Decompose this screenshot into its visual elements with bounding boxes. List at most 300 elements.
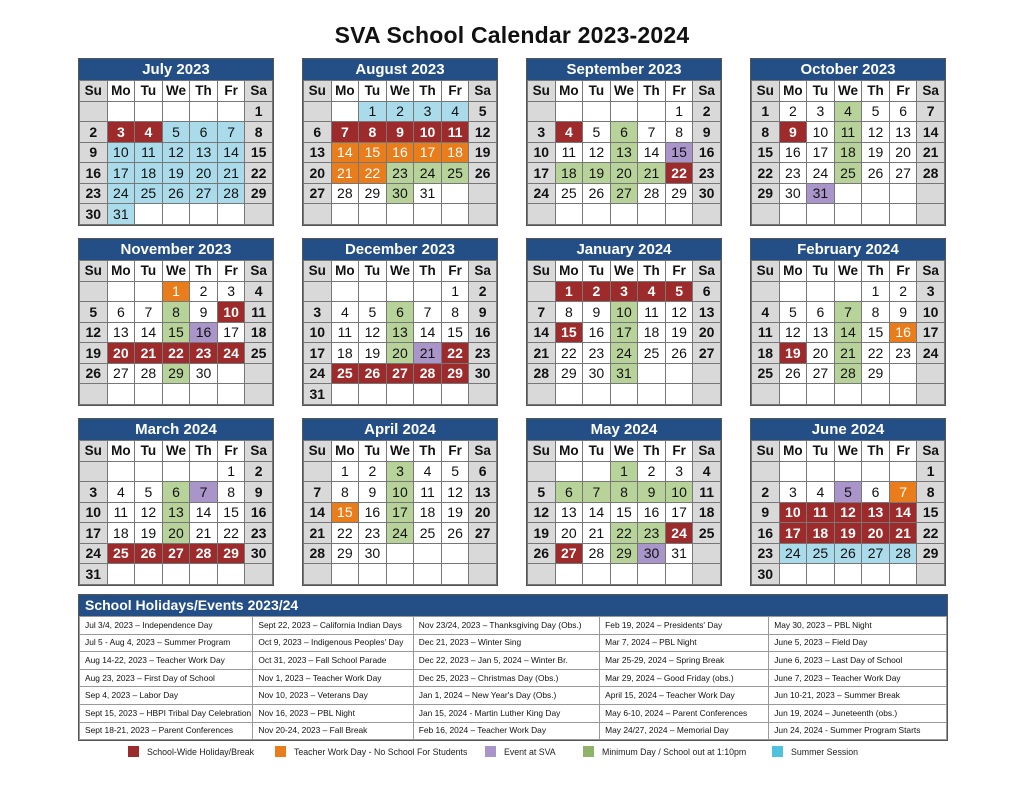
empty-day-cell	[862, 183, 890, 204]
month-title: August 2023	[303, 59, 497, 80]
day-cell: 1	[162, 281, 190, 302]
weekday-header: Mo	[779, 81, 807, 102]
event-entry: Jan 15, 2024 - Martin Luther King Day	[413, 704, 599, 722]
empty-day-cell	[414, 543, 442, 564]
empty-day-cell	[834, 461, 862, 482]
day-cell: 12	[80, 322, 108, 343]
day-cell: 26	[469, 163, 497, 184]
day-cell: 4	[135, 122, 163, 143]
day-cell: 4	[693, 461, 721, 482]
day-cell: 15	[441, 322, 469, 343]
empty-day-cell	[779, 461, 807, 482]
day-cell: 15	[245, 142, 273, 163]
empty-day-cell	[469, 564, 497, 585]
weekday-header: Tu	[583, 441, 611, 462]
empty-day-cell	[359, 564, 387, 585]
day-cell: 19	[665, 322, 693, 343]
day-cell: 31	[107, 204, 135, 225]
weekday-header: Th	[862, 261, 890, 282]
weekday-header: Sa	[469, 441, 497, 462]
legend-label: Minimum Day / School out at 1:10pm	[602, 746, 747, 757]
empty-day-cell	[304, 461, 332, 482]
day-cell: 15	[665, 142, 693, 163]
day-cell: 29	[217, 543, 245, 564]
day-cell: 20	[862, 523, 890, 544]
day-cell: 20	[107, 343, 135, 364]
day-cell: 19	[779, 343, 807, 364]
empty-day-cell	[331, 564, 359, 585]
day-cell: 10	[665, 482, 693, 503]
day-cell: 26	[162, 183, 190, 204]
day-cell: 24	[304, 363, 332, 384]
empty-day-cell	[528, 101, 556, 122]
weekday-header: Th	[414, 261, 442, 282]
day-cell: 9	[889, 302, 917, 323]
day-cell: 24	[610, 343, 638, 364]
teacher-swatch	[275, 746, 286, 757]
day-cell: 9	[693, 122, 721, 143]
day-cell: 30	[583, 363, 611, 384]
empty-day-cell	[469, 384, 497, 405]
weekday-header: Fr	[889, 261, 917, 282]
day-cell: 11	[834, 122, 862, 143]
day-cell: 25	[135, 183, 163, 204]
day-cell: 21	[917, 142, 945, 163]
day-cell: 14	[834, 322, 862, 343]
day-cell: 24	[528, 183, 556, 204]
day-cell: 10	[917, 302, 945, 323]
empty-day-cell	[528, 564, 556, 585]
day-cell: 16	[889, 322, 917, 343]
day-cell: 27	[610, 183, 638, 204]
day-cell: 2	[80, 122, 108, 143]
day-cell: 10	[528, 142, 556, 163]
event-entry: April 15, 2024 – Teacher Work Day	[600, 687, 769, 705]
day-cell: 31	[80, 564, 108, 585]
event-entry: Aug 23, 2023 – First Day of School	[80, 669, 253, 687]
day-cell: 19	[80, 343, 108, 364]
day-cell: 22	[359, 163, 387, 184]
day-cell: 4	[245, 281, 273, 302]
empty-day-cell	[217, 564, 245, 585]
day-cell: 1	[862, 281, 890, 302]
day-cell: 16	[359, 502, 387, 523]
day-cell: 23	[245, 523, 273, 544]
weekday-header: Tu	[807, 261, 835, 282]
weekday-header: Fr	[665, 441, 693, 462]
day-cell: 15	[359, 142, 387, 163]
empty-day-cell	[862, 564, 890, 585]
event-entry: Jun 10-21, 2023 – Summer Break	[769, 687, 947, 705]
weekday-header: Th	[414, 81, 442, 102]
day-cell: 31	[665, 543, 693, 564]
empty-day-cell	[304, 101, 332, 122]
day-cell: 9	[583, 302, 611, 323]
day-cell: 12	[359, 322, 387, 343]
day-cell: 9	[190, 302, 218, 323]
empty-day-cell	[807, 461, 835, 482]
empty-day-cell	[135, 384, 163, 405]
empty-day-cell	[80, 461, 108, 482]
day-cell: 12	[441, 482, 469, 503]
empty-day-cell	[693, 564, 721, 585]
legend-label: School-Wide Holiday/Break	[147, 746, 255, 757]
day-cell: 8	[245, 122, 273, 143]
event-entry: Nov 23/24, 2023 – Thanksgiving Day (Obs.)	[413, 617, 599, 635]
day-cell: 10	[386, 482, 414, 503]
day-cell: 27	[807, 363, 835, 384]
event-entry: Nov 16, 2023 – PBL Night	[253, 704, 413, 722]
day-cell: 7	[889, 482, 917, 503]
day-cell: 6	[693, 281, 721, 302]
day-cell: 21	[583, 523, 611, 544]
day-cell: 4	[107, 482, 135, 503]
weekday-header: Su	[304, 261, 332, 282]
day-cell: 26	[834, 543, 862, 564]
day-cell: 27	[190, 183, 218, 204]
day-cell: 3	[414, 101, 442, 122]
day-cell: 16	[693, 142, 721, 163]
day-cell: 25	[555, 183, 583, 204]
day-cell: 19	[441, 502, 469, 523]
day-cell: 21	[834, 343, 862, 364]
day-cell: 21	[414, 343, 442, 364]
day-cell: 24	[414, 163, 442, 184]
day-cell: 23	[693, 163, 721, 184]
weekday-header: Sa	[245, 261, 273, 282]
day-cell: 10	[217, 302, 245, 323]
event-entry: Feb 16, 2024 – Teacher Work Day	[413, 722, 599, 740]
day-cell: 5	[469, 101, 497, 122]
day-cell: 31	[304, 384, 332, 405]
empty-day-cell	[190, 564, 218, 585]
day-cell: 8	[441, 302, 469, 323]
events-row	[80, 722, 947, 740]
empty-day-cell	[610, 564, 638, 585]
day-cell: 28	[414, 363, 442, 384]
empty-day-cell	[386, 384, 414, 405]
day-cell: 24	[107, 183, 135, 204]
day-cell: 12	[528, 502, 556, 523]
day-cell: 10	[414, 122, 442, 143]
day-cell: 17	[217, 322, 245, 343]
legend-item	[275, 746, 467, 757]
empty-day-cell	[386, 281, 414, 302]
day-cell: 7	[135, 302, 163, 323]
empty-day-cell	[107, 101, 135, 122]
day-cell: 17	[414, 142, 442, 163]
day-cell: 2	[359, 461, 387, 482]
day-cell: 12	[862, 122, 890, 143]
empty-day-cell	[107, 384, 135, 405]
empty-day-cell	[638, 564, 666, 585]
day-cell: 31	[414, 183, 442, 204]
empty-day-cell	[752, 204, 780, 225]
day-cell: 21	[135, 343, 163, 364]
day-cell: 13	[555, 502, 583, 523]
weekday-header: Mo	[331, 441, 359, 462]
day-cell: 25	[752, 363, 780, 384]
empty-day-cell	[80, 384, 108, 405]
event-entry: May 6-10, 2024 – Parent Conferences	[600, 704, 769, 722]
day-cell: 1	[555, 281, 583, 302]
day-cell: 29	[665, 183, 693, 204]
day-cell: 13	[386, 322, 414, 343]
empty-day-cell	[528, 461, 556, 482]
day-cell: 30	[80, 204, 108, 225]
day-cell: 29	[862, 363, 890, 384]
event-entry: Nov 20-24, 2023 – Fall Break	[253, 722, 413, 740]
month-calendar	[302, 418, 498, 586]
empty-day-cell	[414, 384, 442, 405]
day-cell: 20	[190, 163, 218, 184]
day-cell: 5	[135, 482, 163, 503]
day-cell: 28	[135, 363, 163, 384]
day-cell: 2	[693, 101, 721, 122]
month-title: June 2024	[751, 419, 945, 440]
empty-day-cell	[752, 461, 780, 482]
day-cell: 8	[162, 302, 190, 323]
day-cell: 18	[135, 163, 163, 184]
day-cell: 3	[807, 101, 835, 122]
day-cell: 21	[304, 523, 332, 544]
day-cell: 22	[245, 163, 273, 184]
day-cell: 17	[386, 502, 414, 523]
day-cell: 12	[162, 142, 190, 163]
day-cell: 2	[752, 482, 780, 503]
weekday-header: Su	[80, 261, 108, 282]
event-swatch	[485, 746, 496, 757]
day-cell: 29	[245, 183, 273, 204]
empty-day-cell	[304, 281, 332, 302]
day-cell: 4	[638, 281, 666, 302]
day-cell: 7	[304, 482, 332, 503]
weekday-header: Tu	[807, 81, 835, 102]
empty-day-cell	[135, 204, 163, 225]
day-cell: 15	[752, 142, 780, 163]
weekday-header: Sa	[917, 261, 945, 282]
day-cell: 9	[779, 122, 807, 143]
day-cell: 1	[752, 101, 780, 122]
weekday-header: Mo	[779, 261, 807, 282]
day-cell: 29	[555, 363, 583, 384]
day-cell: 11	[638, 302, 666, 323]
day-cell: 23	[779, 163, 807, 184]
month-calendar	[78, 418, 274, 586]
empty-day-cell	[583, 204, 611, 225]
day-cell: 30	[359, 543, 387, 564]
events-row	[80, 634, 947, 652]
day-cell: 25	[414, 523, 442, 544]
day-cell: 28	[304, 543, 332, 564]
empty-day-cell	[135, 564, 163, 585]
weekday-header: Fr	[217, 261, 245, 282]
empty-day-cell	[807, 564, 835, 585]
empty-day-cell	[135, 461, 163, 482]
empty-day-cell	[638, 101, 666, 122]
empty-day-cell	[469, 183, 497, 204]
empty-day-cell	[190, 204, 218, 225]
month-calendar	[526, 418, 722, 586]
day-cell: 28	[190, 543, 218, 564]
event-entry: Mar 29, 2024 – Good Friday (obs.)	[600, 669, 769, 687]
legend-item	[485, 746, 556, 757]
month-title: April 2024	[303, 419, 497, 440]
weekday-header: Sa	[245, 81, 273, 102]
day-cell: 4	[752, 302, 780, 323]
day-cell: 19	[359, 343, 387, 364]
day-cell: 13	[889, 122, 917, 143]
day-cell: 5	[162, 122, 190, 143]
empty-day-cell	[889, 204, 917, 225]
day-cell: 16	[80, 163, 108, 184]
month-calendar	[302, 238, 498, 406]
day-cell: 22	[331, 523, 359, 544]
empty-day-cell	[862, 204, 890, 225]
weekday-header: Tu	[807, 441, 835, 462]
event-entry: Jun 24, 2024 - Summer Program Starts	[769, 722, 947, 740]
legend-item	[128, 746, 254, 757]
empty-day-cell	[610, 101, 638, 122]
weekday-header: Th	[638, 261, 666, 282]
weekday-header: Tu	[583, 81, 611, 102]
empty-day-cell	[834, 183, 862, 204]
day-cell: 18	[555, 163, 583, 184]
weekday-header: Su	[304, 441, 332, 462]
day-cell: 5	[834, 482, 862, 503]
minday-swatch	[583, 746, 594, 757]
weekday-header: Sa	[917, 81, 945, 102]
day-cell: 9	[386, 122, 414, 143]
day-cell: 15	[862, 322, 890, 343]
day-cell: 18	[245, 322, 273, 343]
day-cell: 29	[162, 363, 190, 384]
day-cell: 14	[331, 142, 359, 163]
day-cell: 23	[752, 543, 780, 564]
day-cell: 11	[807, 502, 835, 523]
day-cell: 2	[190, 281, 218, 302]
empty-day-cell	[555, 101, 583, 122]
day-cell: 7	[917, 101, 945, 122]
day-cell: 19	[162, 163, 190, 184]
day-cell: 17	[107, 163, 135, 184]
day-cell: 6	[889, 101, 917, 122]
empty-day-cell	[889, 564, 917, 585]
weekday-header: We	[162, 441, 190, 462]
day-cell: 25	[331, 363, 359, 384]
day-cell: 24	[807, 163, 835, 184]
day-cell: 23	[386, 163, 414, 184]
empty-day-cell	[752, 384, 780, 405]
weekday-header: Su	[528, 81, 556, 102]
day-cell: 9	[469, 302, 497, 323]
day-cell: 6	[107, 302, 135, 323]
event-entry: Dec 21, 2023 – Winter Sing	[413, 634, 599, 652]
empty-day-cell	[862, 461, 890, 482]
day-cell: 5	[359, 302, 387, 323]
day-cell: 3	[665, 461, 693, 482]
empty-day-cell	[107, 564, 135, 585]
empty-day-cell	[807, 384, 835, 405]
day-cell: 10	[80, 502, 108, 523]
day-cell: 12	[834, 502, 862, 523]
day-cell: 4	[331, 302, 359, 323]
day-cell: 19	[583, 163, 611, 184]
day-cell: 15	[162, 322, 190, 343]
empty-day-cell	[414, 564, 442, 585]
weekday-header: Tu	[135, 261, 163, 282]
weekday-header: Tu	[583, 261, 611, 282]
empty-day-cell	[414, 281, 442, 302]
day-cell: 23	[469, 343, 497, 364]
empty-day-cell	[638, 204, 666, 225]
empty-day-cell	[245, 363, 273, 384]
empty-day-cell	[245, 204, 273, 225]
day-cell: 28	[889, 543, 917, 564]
weekday-header: Fr	[217, 441, 245, 462]
empty-day-cell	[80, 101, 108, 122]
day-cell: 24	[386, 523, 414, 544]
day-cell: 23	[190, 343, 218, 364]
day-cell: 3	[80, 482, 108, 503]
day-cell: 14	[889, 502, 917, 523]
day-cell: 20	[386, 343, 414, 364]
day-cell: 25	[245, 343, 273, 364]
day-cell: 11	[414, 482, 442, 503]
empty-day-cell	[665, 384, 693, 405]
empty-day-cell	[217, 101, 245, 122]
day-cell: 18	[441, 142, 469, 163]
day-cell: 11	[107, 502, 135, 523]
empty-day-cell	[889, 363, 917, 384]
day-cell: 20	[555, 523, 583, 544]
day-cell: 28	[331, 183, 359, 204]
empty-day-cell	[917, 564, 945, 585]
day-cell: 15	[610, 502, 638, 523]
day-cell: 11	[135, 142, 163, 163]
events-row	[80, 617, 947, 635]
day-cell: 9	[638, 482, 666, 503]
day-cell: 1	[441, 281, 469, 302]
empty-day-cell	[693, 384, 721, 405]
legend-label: Summer Session	[791, 746, 858, 757]
day-cell: 30	[752, 564, 780, 585]
day-cell: 26	[779, 363, 807, 384]
event-entry: June 5, 2023 – Field Day	[769, 634, 947, 652]
weekday-header: Mo	[107, 261, 135, 282]
event-entry: June 7, 2023 – Teacher Work Day	[769, 669, 947, 687]
weekday-header: Fr	[665, 81, 693, 102]
weekday-header: Su	[752, 81, 780, 102]
day-cell: 9	[752, 502, 780, 523]
day-cell: 13	[304, 142, 332, 163]
day-cell: 28	[217, 183, 245, 204]
day-cell: 2	[583, 281, 611, 302]
day-cell: 26	[665, 343, 693, 364]
weekday-header: We	[834, 441, 862, 462]
events-row	[80, 687, 947, 705]
empty-day-cell	[834, 204, 862, 225]
day-cell: 8	[359, 122, 387, 143]
day-cell: 5	[583, 122, 611, 143]
legend-label: Event at SVA	[504, 746, 556, 757]
day-cell: 14	[583, 502, 611, 523]
empty-day-cell	[752, 281, 780, 302]
day-cell: 10	[304, 322, 332, 343]
day-cell: 1	[245, 101, 273, 122]
weekday-header: Fr	[665, 261, 693, 282]
event-entry: Sep 4, 2023 – Labor Day	[80, 687, 253, 705]
